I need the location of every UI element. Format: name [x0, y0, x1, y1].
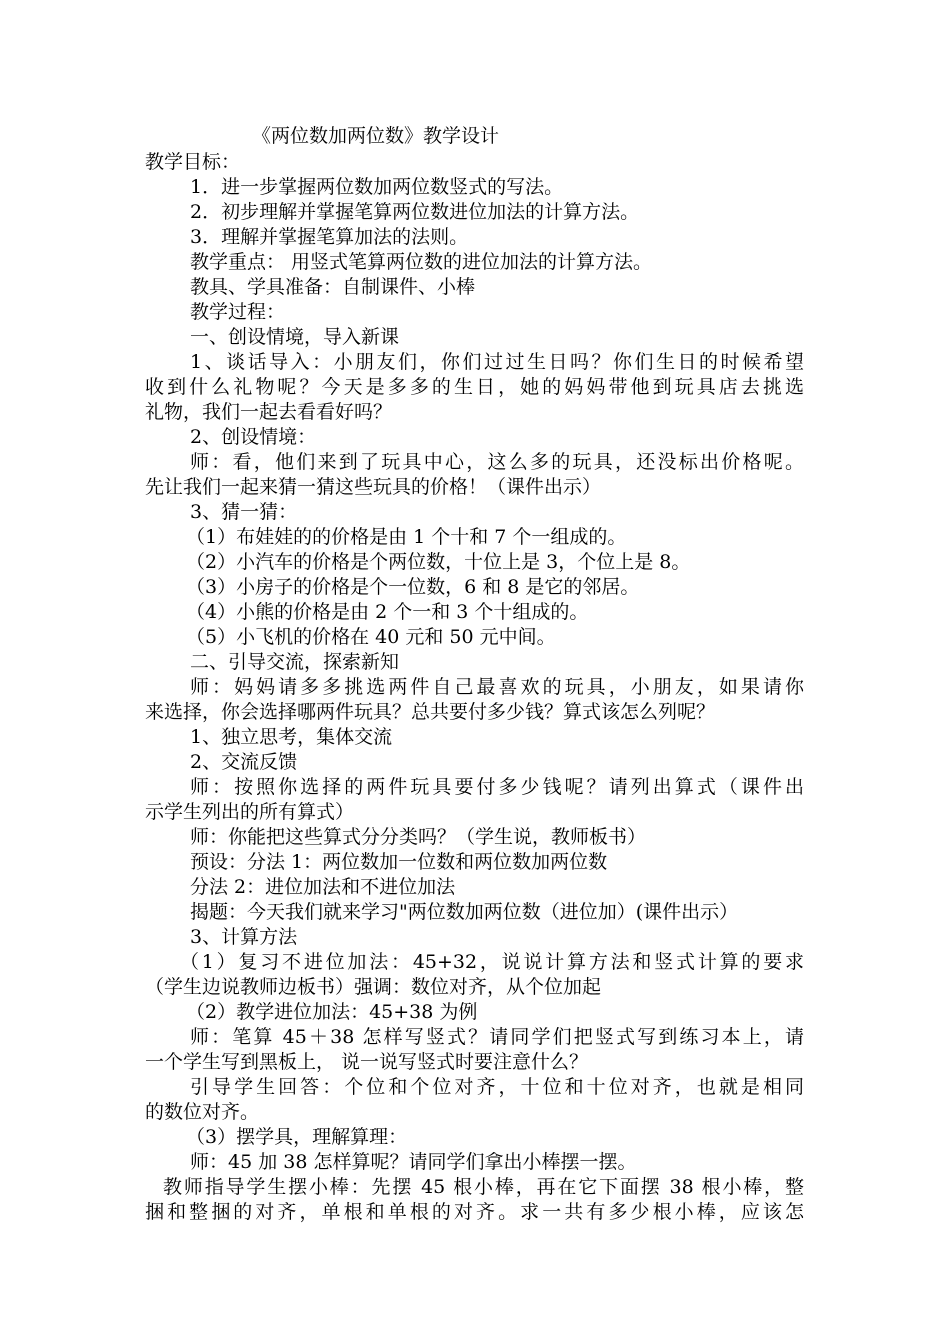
list-item: （5）小飞机的价格在 40 元和 50 元中间。: [186, 626, 556, 648]
section-heading: 一、创设情境，导入新课: [190, 326, 400, 348]
section-heading: 二、引导交流，探索新知: [190, 651, 400, 673]
key-point-line: 教学重点： 用竖式笔算两位数的进位加法的计算方法。: [190, 251, 653, 273]
paragraph-line: 来选择，你会选择哪两件玩具？总共要付多少钱？算式该怎么列呢？: [145, 701, 716, 723]
paragraph-line: 师：按照你选择的两件玩具要付多少钱呢？请列出算式（课件出: [190, 776, 804, 798]
list-item: （3）小房子的价格是个一位数，6 和 8 是它的邻居。: [186, 576, 640, 598]
materials-line: 教具、学具准备：自制课件、小棒: [190, 276, 476, 298]
paragraph-line: 先让我们一起来猜一猜这些玩具的价格！（课件出示）: [145, 476, 602, 498]
subsection-heading: 2、交流反馈: [190, 751, 298, 773]
subsection-heading: 1、独立思考，集体交流: [190, 726, 393, 748]
paragraph-line: 礼物，我们一起去看看好吗？: [145, 401, 393, 423]
paragraph-line: 收到什么礼物呢？今天是多多的生日，她的妈妈带他到玩具店去挑选: [145, 376, 804, 398]
paragraph-line: 教师指导学生摆小棒：先摆 45 根小棒，再在它下面摆 38 根小棒，整: [163, 1176, 804, 1198]
section-heading-process: 教学过程：: [190, 301, 286, 323]
paragraph-line: （1）复习不进位加法：45+32，说说计算方法和竖式计算的要求: [180, 951, 804, 973]
document-title: 《两位数加两位数》教学设计: [252, 125, 500, 147]
subsection-heading: 3、猜一猜：: [190, 501, 298, 523]
paragraph-line: 师：妈妈请多多挑选两件自己最喜欢的玩具，小朋友，如果请你: [190, 676, 804, 698]
paragraph-line: 1、谈话导入：小朋友们，你们过过生日吗？你们生日的时候希望: [190, 351, 804, 373]
subsection-heading: 3、计算方法: [190, 926, 298, 948]
subsection-heading: 2、创设情境：: [190, 426, 317, 448]
objective-line: 1．进一步掌握两位数加两位数竖式的写法。: [190, 176, 564, 198]
paragraph-line: 师：45 加 38 怎样算呢？请同学们拿出小棒摆一摆。: [190, 1151, 637, 1173]
paragraph-line: 师：你能把这些算式分分类吗？（学生说，教师板书）: [190, 826, 647, 848]
paragraph-line: 一个学生写到黑板上， 说一说写竖式时要注意什么？: [145, 1051, 589, 1073]
list-item: （4）小熊的价格是由 2 个一和 3 个十组成的。: [186, 601, 589, 623]
paragraph-line: 分法 2：进位加法和不进位加法: [190, 876, 456, 898]
paragraph-line: 预设：分法 1：两位数加一位数和两位数加两位数: [190, 851, 608, 873]
section-heading-objectives: 教学目标：: [145, 151, 241, 173]
paragraph-line: （3）摆学具，理解算理：: [186, 1126, 408, 1148]
paragraph-line: （2）教学进位加法：45+38 为例: [186, 1001, 478, 1023]
paragraph-line: 师：看，他们来到了玩具中心，这么多的玩具，还没标出价格呢。: [190, 451, 804, 473]
objective-line: 2．初步理解并掌握笔算两位数进位加法的计算方法。: [190, 201, 640, 223]
list-item: （2）小汽车的价格是个两位数，十位上是 3，个位上是 8。: [186, 551, 691, 573]
paragraph-line: 的数位对齐。: [145, 1101, 260, 1123]
paragraph-line: 示学生列出的所有算式）: [145, 801, 355, 823]
paragraph-line: 捆和整捆的对齐，单根和单根的对齐。求一共有多少根小棒，应该怎: [145, 1201, 804, 1223]
paragraph-line: 揭题：今天我们就来学习"两位数加两位数（进位加）(课件出示）: [190, 901, 739, 923]
paragraph-line: （学生边说教师边板书）强调：数位对齐，从个位加起: [145, 976, 602, 998]
objective-line: 3．理解并掌握笔算加法的法则。: [190, 226, 469, 248]
paragraph-line: 师：笔算 45＋38 怎样写竖式？请同学们把竖式写到练习本上，请: [190, 1026, 804, 1048]
list-item: （1）布娃娃的的价格是由 1 个十和 7 个一组成的。: [186, 526, 627, 548]
paragraph-line: 引导学生回答：个位和个位对齐，十位和十位对齐，也就是相同: [190, 1076, 804, 1098]
